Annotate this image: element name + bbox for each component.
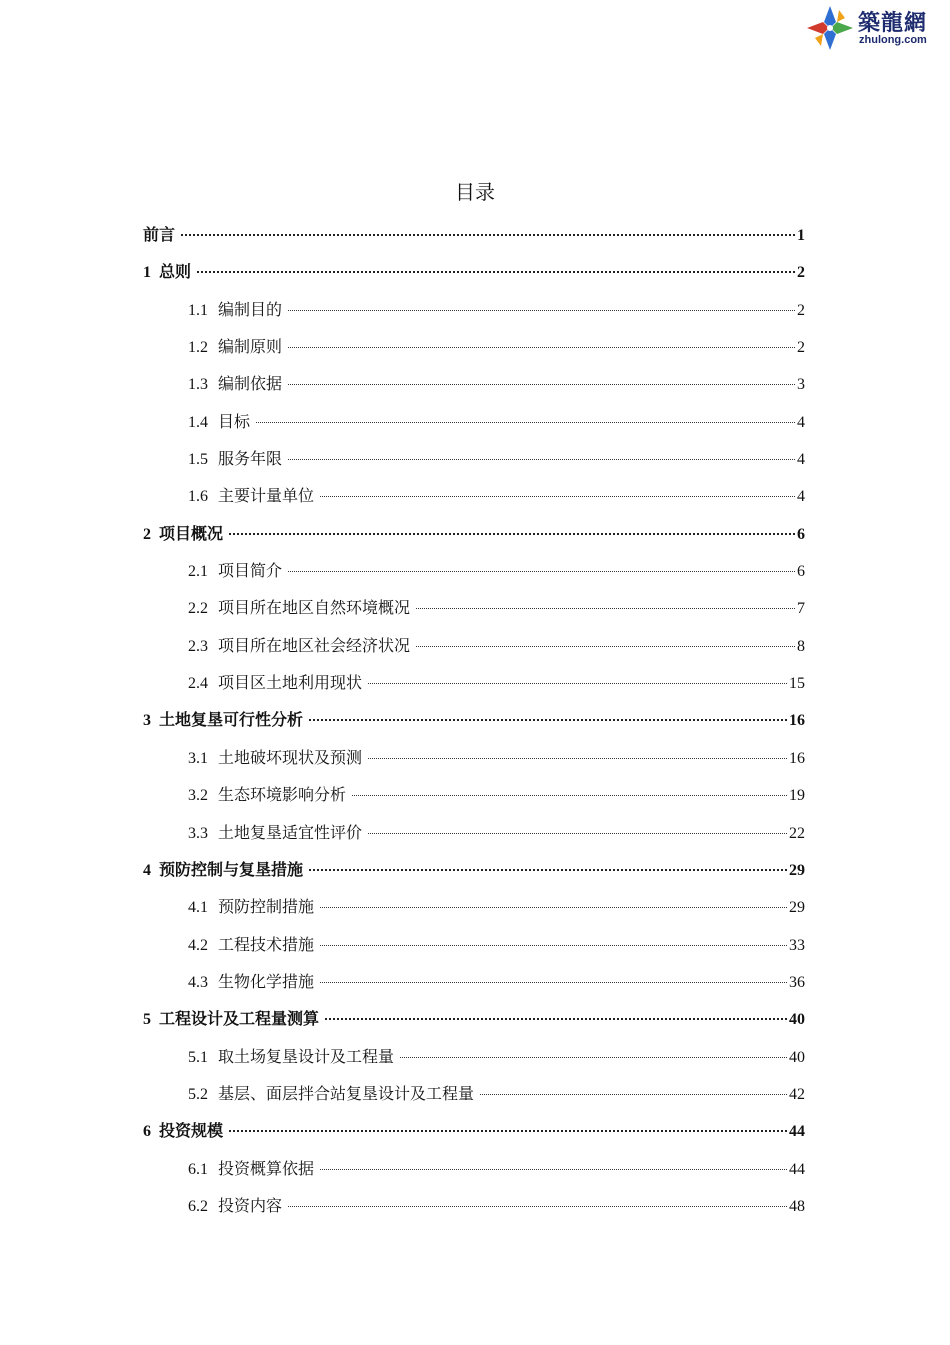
dot-leader xyxy=(288,384,795,385)
toc-entry-chapter-1[interactable] xyxy=(143,253,805,290)
toc-entry-page: 29 xyxy=(789,861,805,879)
toc-entry-page: 6 xyxy=(797,525,805,543)
toc-entry-text: 预防控制措施 xyxy=(218,897,315,917)
toc-title: 目录 xyxy=(455,180,495,204)
dot-leader xyxy=(288,459,795,460)
toc-entry-page: 7 xyxy=(797,600,805,618)
toc-entry-page: 15 xyxy=(789,675,805,693)
dot-leader xyxy=(309,869,787,871)
toc-entry-section-1-3[interactable] xyxy=(143,365,805,402)
toc-entry-number: 3.3 xyxy=(188,824,208,842)
toc-entry-page: 4 xyxy=(797,451,805,469)
toc-entry-number: 4 xyxy=(143,861,151,879)
toc-entry-page: 40 xyxy=(789,1011,805,1029)
dot-leader xyxy=(309,719,787,721)
dot-leader xyxy=(416,646,795,647)
toc-entry-text: 项目所在地区自然环境概况 xyxy=(218,598,411,618)
toc-entry-text: 编制原则 xyxy=(218,337,283,357)
toc-entry-number: 3.1 xyxy=(188,749,208,767)
toc-entry-text: 目标 xyxy=(218,411,251,431)
toc-entry-text: 投资规模 xyxy=(159,1121,224,1141)
toc-entry-number: 1.6 xyxy=(188,488,208,506)
toc-entry-number: 1.3 xyxy=(188,376,208,394)
toc-entry-section-1-2[interactable] xyxy=(143,328,805,365)
toc-entry-section-6-1[interactable] xyxy=(143,1150,805,1187)
toc-entry-number: 3.2 xyxy=(188,787,208,805)
toc-entry-page: 4 xyxy=(797,413,805,431)
toc-entry-chapter-4[interactable] xyxy=(143,851,805,888)
dot-leader xyxy=(368,833,787,834)
toc-entry-number: 2.2 xyxy=(188,600,208,618)
dot-leader xyxy=(320,496,795,497)
toc-entry-text: 预防控制与复垦措施 xyxy=(159,859,304,879)
toc-entry-section-3-2[interactable] xyxy=(143,776,805,813)
toc-entry-number: 4.3 xyxy=(188,973,208,991)
zhulong-logo xyxy=(803,2,943,52)
toc-entry-number: 1.5 xyxy=(188,451,208,469)
dot-leader xyxy=(325,1018,787,1020)
toc-entry-text: 主要计量单位 xyxy=(218,486,315,506)
toc-entry-section-1-5[interactable] xyxy=(143,440,805,477)
toc-entry-text: 前言 xyxy=(143,225,176,244)
toc-entry-number: 6.2 xyxy=(188,1197,208,1215)
toc-entry-text: 总则 xyxy=(159,262,192,282)
toc-entry-text: 编制目的 xyxy=(218,299,283,319)
dot-leader xyxy=(400,1057,787,1058)
toc-entry-text: 基层、面层拌合站复垦设计及工程量 xyxy=(218,1083,475,1103)
toc-entry-page: 3 xyxy=(797,376,805,394)
toc-entry-text: 项目区土地利用现状 xyxy=(218,673,363,693)
toc-entry-section-2-2[interactable] xyxy=(143,589,805,626)
dot-leader xyxy=(229,1130,787,1132)
toc-entry-page: 40 xyxy=(789,1048,805,1066)
toc-entry-page: 2 xyxy=(797,301,805,319)
toc-entry-page: 48 xyxy=(789,1197,805,1215)
toc-entry-page: 2 xyxy=(797,339,805,357)
logo-chinese-text: 築龍網 xyxy=(858,10,928,36)
toc-entry-section-4-3[interactable] xyxy=(143,963,805,1000)
toc-entry-number: 4.1 xyxy=(188,899,208,917)
toc-entry-text: 土地复垦可行性分析 xyxy=(159,710,304,730)
toc-entry-page: 8 xyxy=(797,637,805,655)
toc-entry-page: 4 xyxy=(797,488,805,506)
toc-entry-number: 1.2 xyxy=(188,339,208,357)
toc-entry-section-2-4[interactable] xyxy=(143,664,805,701)
toc-entry-preface[interactable] xyxy=(143,216,805,253)
toc-entry-number: 1.4 xyxy=(188,413,208,431)
toc-entry-section-3-1[interactable] xyxy=(143,739,805,776)
toc-entry-number: 5.2 xyxy=(188,1085,208,1103)
toc-entry-text: 工程设计及工程量测算 xyxy=(159,1009,320,1029)
dot-leader xyxy=(320,1169,787,1170)
toc-entry-text: 生态环境影响分析 xyxy=(218,785,347,805)
toc-entry-section-1-6[interactable] xyxy=(143,477,805,514)
toc-entry-text: 取土场复垦设计及工程量 xyxy=(218,1046,395,1066)
toc-entry-number: 2.1 xyxy=(188,563,208,581)
toc-entry-chapter-5[interactable] xyxy=(143,1000,805,1037)
toc-entry-number: 1.1 xyxy=(188,301,208,319)
toc-entry-page: 33 xyxy=(789,936,805,954)
toc-entry-chapter-2[interactable] xyxy=(143,515,805,552)
dot-leader xyxy=(288,571,795,572)
dot-leader xyxy=(352,795,787,796)
dot-leader xyxy=(368,683,787,684)
toc-entry-text: 项目所在地区社会经济状况 xyxy=(218,635,411,655)
toc-entry-text: 土地复垦适宜性评价 xyxy=(218,822,363,842)
toc-entry-page: 36 xyxy=(789,973,805,991)
toc-entry-page: 42 xyxy=(789,1085,805,1103)
toc-entry-text: 投资概算依据 xyxy=(218,1158,315,1178)
toc-entry-text: 土地破坏现状及预测 xyxy=(218,747,363,767)
dot-leader xyxy=(320,982,787,983)
toc-entry-number: 6.1 xyxy=(188,1160,208,1178)
dot-leader xyxy=(368,758,787,759)
toc-entry-page: 16 xyxy=(789,749,805,767)
toc-entry-section-2-1[interactable] xyxy=(143,552,805,589)
dot-leader xyxy=(320,945,787,946)
toc-entry-page: 6 xyxy=(797,563,805,581)
toc-entry-text: 项目简介 xyxy=(218,561,283,581)
toc-entry-page: 44 xyxy=(789,1160,805,1178)
toc-entry-number: 4.2 xyxy=(188,936,208,954)
toc-entry-chapter-6[interactable] xyxy=(143,1112,805,1149)
dot-leader xyxy=(320,907,787,908)
toc-entry-page: 2 xyxy=(797,264,805,282)
dot-leader xyxy=(480,1094,787,1095)
toc-entry-text: 项目概况 xyxy=(159,523,224,543)
toc-entry-number: 6 xyxy=(143,1123,151,1141)
toc-entry-number: 3 xyxy=(143,712,151,730)
toc-entry-section-2-3[interactable] xyxy=(143,627,805,664)
dot-leader xyxy=(416,608,795,609)
toc-entry-number: 2.4 xyxy=(188,675,208,693)
toc-entry-page: 22 xyxy=(789,824,805,842)
toc-entry-page: 19 xyxy=(789,787,805,805)
toc-entry-number: 2.3 xyxy=(188,637,208,655)
toc-entry-chapter-3[interactable] xyxy=(143,701,805,738)
toc-entry-page: 29 xyxy=(789,899,805,917)
toc-entry-section-1-4[interactable] xyxy=(143,403,805,440)
toc-entry-number: 5 xyxy=(143,1011,151,1029)
toc-entry-page: 44 xyxy=(789,1123,805,1141)
dot-leader xyxy=(197,271,795,273)
toc-entry-number: 5.1 xyxy=(188,1048,208,1066)
logo-pinwheel-icon xyxy=(805,4,855,52)
toc-list xyxy=(143,216,805,1224)
dot-leader xyxy=(256,422,795,423)
toc-entry-section-4-1[interactable] xyxy=(143,888,805,925)
toc-entry-number: 1 xyxy=(143,264,151,282)
toc-entry-section-3-3[interactable] xyxy=(143,814,805,851)
dot-leader xyxy=(229,533,795,535)
toc-entry-page: 16 xyxy=(789,712,805,730)
dot-leader xyxy=(181,234,795,236)
toc-entry-text: 服务年限 xyxy=(218,449,283,469)
toc-entry-page: 1 xyxy=(797,227,805,244)
dot-leader xyxy=(288,347,795,348)
toc-entry-section-5-2[interactable] xyxy=(143,1075,805,1112)
toc-entry-section-4-2[interactable] xyxy=(143,926,805,963)
toc-entry-text: 生物化学措施 xyxy=(218,971,315,991)
toc-entry-text: 投资内容 xyxy=(218,1195,283,1215)
dot-leader xyxy=(288,1206,787,1207)
toc-entry-number: 2 xyxy=(143,525,151,543)
dot-leader xyxy=(288,310,795,311)
toc-entry-text: 工程技术措施 xyxy=(218,934,315,954)
toc-entry-section-6-2[interactable] xyxy=(143,1187,805,1224)
toc-entry-section-5-1[interactable] xyxy=(143,1038,805,1075)
toc-entry-text: 编制依据 xyxy=(218,374,283,394)
toc-entry-section-1-1[interactable] xyxy=(143,291,805,328)
logo-english-text: zhulong.com xyxy=(859,34,927,46)
